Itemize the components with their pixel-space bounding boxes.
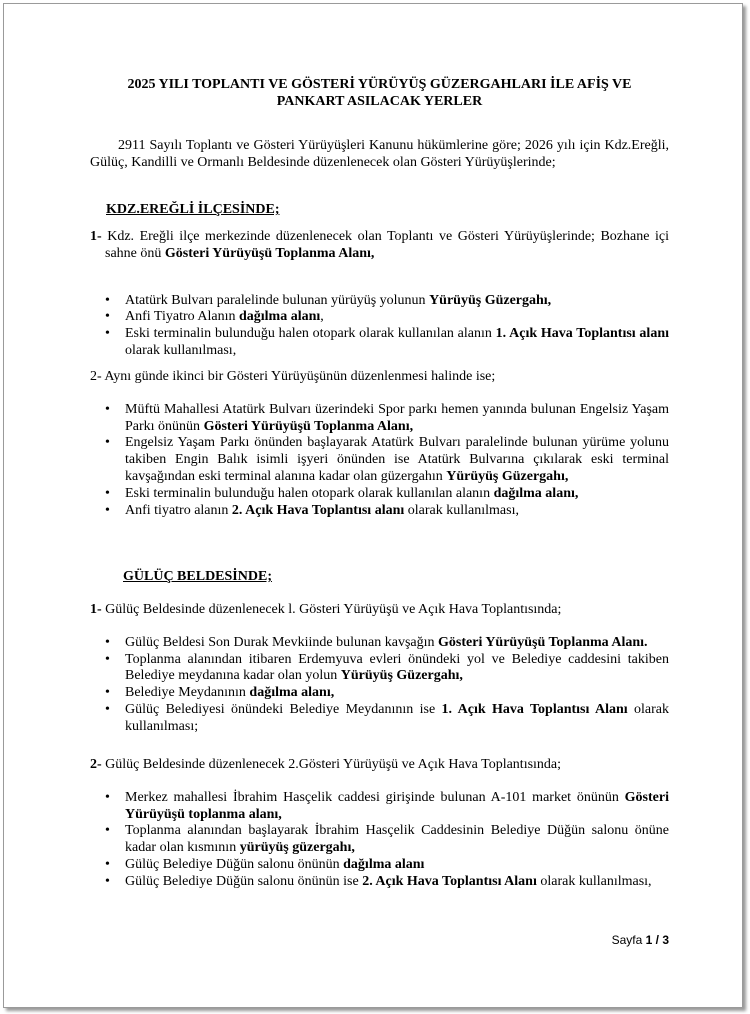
text-segment: 1. Açık Hava Toplantısı Alanı — [441, 701, 628, 717]
text-segment: Kdz. Ereğli ilçe merkezinde düzenlenecek olan Toplantı ve Gösteri Yürüyüşlerinde; Bozhane içi sahne önü — [105, 229, 669, 261]
text-segment: Gülüç Belediyesi önündeki Belediye Meydanının ise — [125, 701, 442, 717]
text-segment: 2. Açık Hava Toplantısı alanı — [231, 502, 405, 518]
section-part — [90, 229, 669, 360]
text-segment: Gülüç Beldesinde düzenlenecek l. Gösteri Yürüyüşü ve Açık Hava Toplantısında; — [105, 602, 562, 617]
bullet-item — [90, 652, 669, 686]
text-segment: Gülüç Beldesi Son Durak Mevkiinde bulunan kavşağın — [125, 634, 439, 650]
text-segment: Atatürk Bulvarı paralelinde bulunan yürüyüş yolunun — [125, 292, 430, 308]
page-footer — [612, 933, 669, 947]
text-segment: olarak kullanılması, — [125, 342, 237, 358]
text-segment: Müftü Mahallesi Atatürk Bulvarı üzerindeki Spor parkı hemen yanında bulunan Engelsiz Yaşam Parkı önünün — [125, 401, 669, 434]
text-segment: dağılma alanı, — [493, 485, 579, 501]
bullet-item — [90, 635, 669, 652]
numbered-item — [90, 229, 669, 263]
text-segment: 1. Açık Hava Toplantısı alanı — [495, 326, 670, 342]
bullet-item — [90, 823, 669, 857]
bullet-item — [90, 874, 669, 891]
text-segment: Gülüç Belediye Düğün salonu önünün ise — [125, 873, 363, 889]
bullet-item — [90, 503, 669, 520]
text-segment: dağılma alanı, — [249, 685, 335, 701]
text-segment: Yürüyüş Güzergahı, — [429, 292, 552, 308]
document-title — [90, 77, 669, 111]
text-segment: 2. Açık Hava Toplantısı Alanı — [362, 873, 537, 889]
bullet-list — [90, 402, 669, 520]
numbered-item — [90, 369, 669, 386]
text-segment: Toplanma alanından itibaren Erdemyuva evleri önündeki yol ve Belediye caddesini takiben Belediye meydanına kadar olan yolun — [125, 651, 669, 684]
text-segment: dağılma alanı — [343, 856, 425, 872]
text-segment: Gülüç Beldesinde düzenlenecek 2.Gösteri Yürüyüşü ve Açık Hava Toplantısında; — [105, 757, 562, 772]
text-segment: Toplanma alanından başlayarak İbrahim Hasçelik Caddesinin Belediye Düğün salonu önüne kadar olan kısmının — [125, 823, 669, 856]
text-segment: 1- — [90, 602, 106, 617]
text-segment: olarak kullanılması; — [125, 701, 669, 734]
text-segment: yürüyüş güzergahı, — [239, 840, 355, 856]
text-segment: 2- — [90, 757, 106, 772]
text-segment: Belediye Meydanının — [125, 685, 250, 701]
text-segment: dağılma alanı — [238, 309, 321, 325]
bullet-list — [90, 790, 669, 891]
text-segment: Gösteri Yürüyüşü Toplanma Alanı, — [203, 418, 414, 434]
section-heading: KDZ.EREĞLİ İLÇESİNDE; — [106, 202, 280, 217]
text-segment: Gülüç Belediye Düğün salonu önünün — [125, 856, 344, 872]
bullet-list — [90, 635, 669, 736]
title-line: PANKART ASILACAK YERLER — [276, 93, 483, 109]
text-segment: Yürüyüş Güzergahı, — [340, 668, 463, 684]
text-segment: Gösteri Yürüyüşü Toplanma Alanı. — [438, 634, 648, 650]
bullet-item — [90, 857, 669, 874]
text-segment: Gösteri Yürüyüşü Toplanma Alanı, — [164, 245, 375, 261]
bullet-item — [90, 326, 669, 360]
text-segment: Merkez mahallesi İbrahim Hasçelik caddesi girişinde bulunan A-101 market önünün — [125, 789, 625, 805]
text-segment: Anfi tiyatro alanın — [125, 502, 232, 518]
section-part — [90, 369, 669, 519]
bullet-item — [90, 702, 669, 736]
text-segment: Anfi Tiyatro Alanın — [125, 309, 239, 325]
text-segment: Eski terminalin bulunduğu halen otopark olarak kullanılan alanın — [125, 326, 496, 342]
text-segment: Yürüyüş Güzergahı, — [446, 468, 569, 484]
bullet-item — [90, 435, 669, 485]
numbered-item — [90, 757, 669, 774]
bullet-item — [90, 790, 669, 824]
section-part — [90, 757, 669, 891]
text-segment: 2- Aynı günde ikinci bir Gösteri Yürüyüşünün düzenlenmesi halinde ise; — [90, 369, 496, 384]
numbered-item — [90, 602, 669, 619]
bullet-list — [90, 293, 669, 360]
text-segment: Gösteri Yürüyüşü toplanma alanı, — [125, 789, 669, 822]
bullet-item — [90, 685, 669, 702]
section-heading: GÜLÜÇ BELDESİNDE; — [123, 569, 272, 584]
text-segment: Engelsiz Yaşam Parkı önünden başlayarak Atatürk Bulvarı paralelinde bulunan yürüme yolunu takiben Engin Balık isimli işyeri önünden ise Atatürk Bulvarına çıkılarak eski terminal kavşağından eski terminal alanına kadar olan güzergahın — [125, 435, 669, 484]
text-segment: olarak kullanılması, — [536, 873, 652, 889]
section-part — [90, 602, 669, 736]
text-segment: , — [320, 309, 324, 325]
bullet-item — [90, 293, 669, 310]
intro-paragraph: 2911 Sayılı Toplantı ve Gösteri Yürüyüşleri Kanunu hükümlerine göre; 2026 yılı için Kdz.Ereğli, Gülüç, Kandilli ve Ormanlı Beldesinde düzenlenecek olan Gösteri Yürüyüşlerinde; — [90, 138, 669, 170]
page-label: Sayfa — [611, 933, 646, 947]
title-line: 2025 YILI TOPLANTI VE GÖSTERİ YÜRÜYÜŞ GÜZERGAHLARI İLE AFİŞ VE — [127, 77, 632, 92]
bullet-item — [90, 309, 669, 326]
page-number: 1 / 3 — [645, 933, 669, 947]
text-segment: olarak kullanılması, — [404, 502, 519, 518]
text-segment: Eski terminalin bulunduğu halen otopark olarak kullanılan alanın — [125, 485, 494, 501]
text-segment: 1- — [90, 229, 108, 244]
bullet-item — [90, 486, 669, 503]
bullet-item — [90, 402, 669, 436]
